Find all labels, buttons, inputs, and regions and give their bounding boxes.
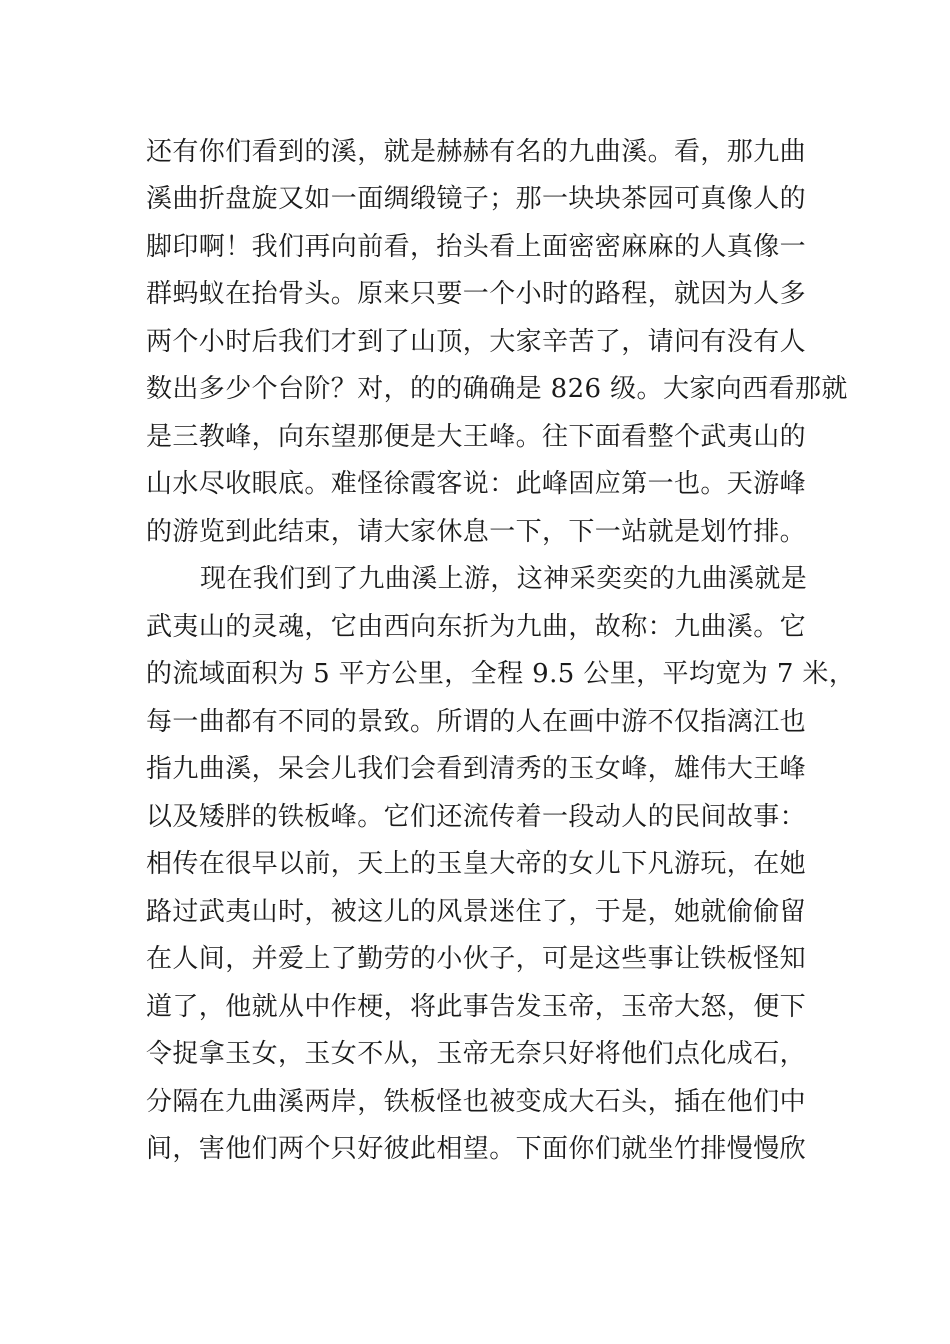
- paragraph-2-line-2: 武夷山的灵魂，它由西向东折为九曲，故称：九曲溪。它: [146, 612, 807, 642]
- paragraph-2-line-8: 路过武夷山时，被这儿的风景迷住了，于是，她就偷偷留: [146, 897, 807, 927]
- paragraph-2-line-1: 现在我们到了九曲溪上游，这神采奕奕的九曲溪就是: [200, 564, 808, 594]
- paragraph-1-line-7: 是三教峰，向东望那便是大王峰。往下面看整个武夷山的: [146, 422, 807, 452]
- paragraph-1-line-3: 脚印啊！我们再向前看，抬头看上面密密麻麻的人真像一: [146, 232, 807, 262]
- paragraph-1-line-2: 溪曲折盘旋又如一面绸缎镜子；那一块块茶园可真像人的: [146, 184, 807, 214]
- paragraph-2-line-6: 以及矮胖的铁板峰。它们还流传着一段动人的民间故事：: [146, 802, 807, 832]
- paragraph-2-line-5: 指九曲溪，呆会儿我们会看到清秀的玉女峰，雄伟大王峰: [146, 754, 807, 784]
- paragraph-2-line-4: 每一曲都有不同的景致。所谓的人在画中游不仅指漓江也: [146, 707, 807, 737]
- paragraph-1-line-5: 两个小时后我们才到了山顶，大家辛苦了，请问有没有人: [146, 327, 807, 357]
- paragraph-2-line-13: 间，害他们两个只好彼此相望。下面你们就坐竹排慢慢欣: [146, 1134, 807, 1164]
- paragraph-1-line-1: 还有你们看到的溪，就是赫赫有名的九曲溪。看，那九曲: [146, 137, 807, 167]
- paragraph-1-line-6: 数出多少个台阶？对，的的确确是 826 级。大家向西看那就: [146, 374, 848, 404]
- paragraph-1-line-8: 山水尽收眼底。难怪徐霞客说：此峰固应第一也。天游峰: [146, 469, 807, 499]
- paragraph-2-line-7: 相传在很早以前，天上的玉皇大帝的女儿下凡游玩，在她: [146, 849, 807, 879]
- paragraph-2-line-12: 分隔在九曲溪两岸，铁板怪也被变成大石头，插在他们中: [146, 1087, 807, 1117]
- paragraph-2-line-9: 在人间，并爱上了勤劳的小伙子，可是这些事让铁板怪知: [146, 944, 807, 974]
- paragraph-1-line-4: 群蚂蚁在抬骨头。原来只要一个小时的路程，就因为人多: [146, 279, 807, 309]
- paragraph-2-line-11: 令捉拿玉女，玉女不从，玉帝无奈只好将他们点化成石，: [146, 1039, 807, 1069]
- paragraph-2-line-10: 道了，他就从中作梗，将此事告发玉帝，玉帝大怒，便下: [146, 992, 807, 1022]
- paragraph-1-line-9: 的游览到此结束，请大家休息一下，下一站就是划竹排。: [146, 517, 807, 547]
- paragraph-2-line-3: 的流域面积为 5 平方公里，全程 9.5 公里，平均宽为 7 米，: [146, 659, 856, 689]
